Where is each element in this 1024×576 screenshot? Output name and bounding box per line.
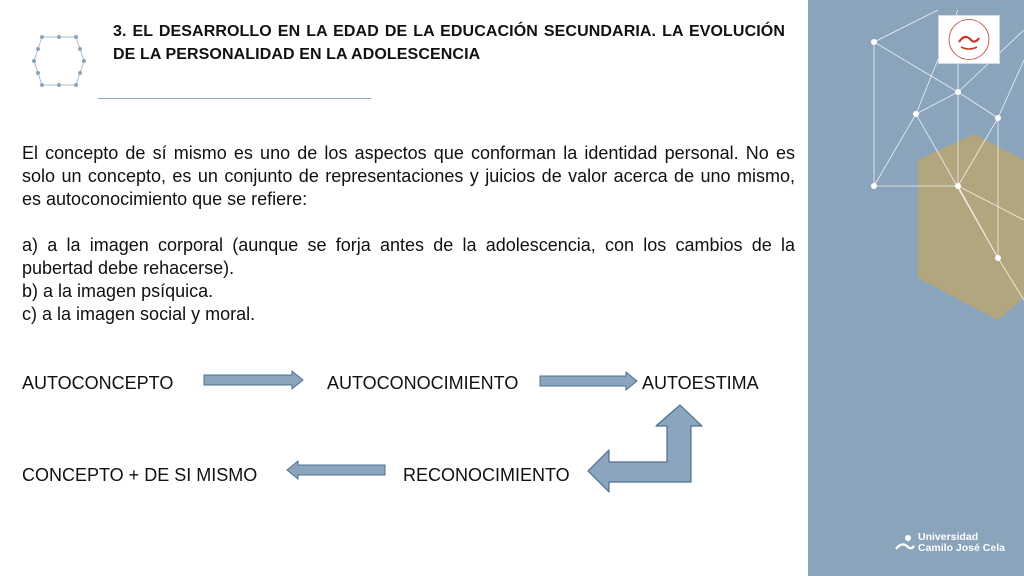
brand-line-2: Camilo José Cela bbox=[918, 542, 1005, 554]
list-item-b: b) a la imagen psíquica. bbox=[22, 281, 214, 301]
list-item-c: c) a la imagen social y moral. bbox=[22, 304, 256, 324]
label-reconocimiento: RECONOCIMIENTO bbox=[403, 465, 570, 485]
label-autoconcepto: AUTOCONCEPTO bbox=[22, 373, 174, 393]
gold-hexagon bbox=[918, 134, 1024, 320]
brand-swirl-icon bbox=[894, 533, 916, 555]
university-logo bbox=[894, 532, 1014, 556]
label-autoestima: AUTOESTIMA bbox=[642, 373, 759, 393]
intro-paragraph: El concepto de sí mismo es uno de los aspectos que conforman la identidad personal. No es solo un concepto, es un conjunto de representaciones y juicios de valor acerca de uno mismo, es autoconocimiento que se refiere: bbox=[22, 143, 795, 209]
slide-title: 3. EL DESARROLLO EN LA EDAD DE LA EDUCACIÓN SECUNDARIA. LA EVOLUCIÓN DE LA PERSONALIDAD EN LA ADOLESCENCIA bbox=[113, 23, 785, 63]
list-item-a: a) a la imagen corporal (aunque se forja antes de la adolescencia, con los cambios de la pubertad debe rehacerse). bbox=[22, 235, 795, 278]
brand-text bbox=[918, 532, 1005, 554]
seal-icon bbox=[939, 16, 999, 63]
arrow-left bbox=[287, 461, 385, 479]
brand-line-1: Universidad bbox=[918, 531, 979, 543]
arrow-bent bbox=[588, 405, 702, 492]
label-concepto-de-si-mismo: CONCEPTO + DE SI MISMO bbox=[22, 465, 258, 485]
university-seal bbox=[938, 15, 1000, 64]
network-graphic bbox=[808, 0, 1024, 576]
arrow-right-1 bbox=[204, 371, 303, 389]
label-autoconocimiento: AUTOCONOCIMIENTO bbox=[327, 373, 519, 393]
arrow-right-2 bbox=[540, 372, 637, 390]
